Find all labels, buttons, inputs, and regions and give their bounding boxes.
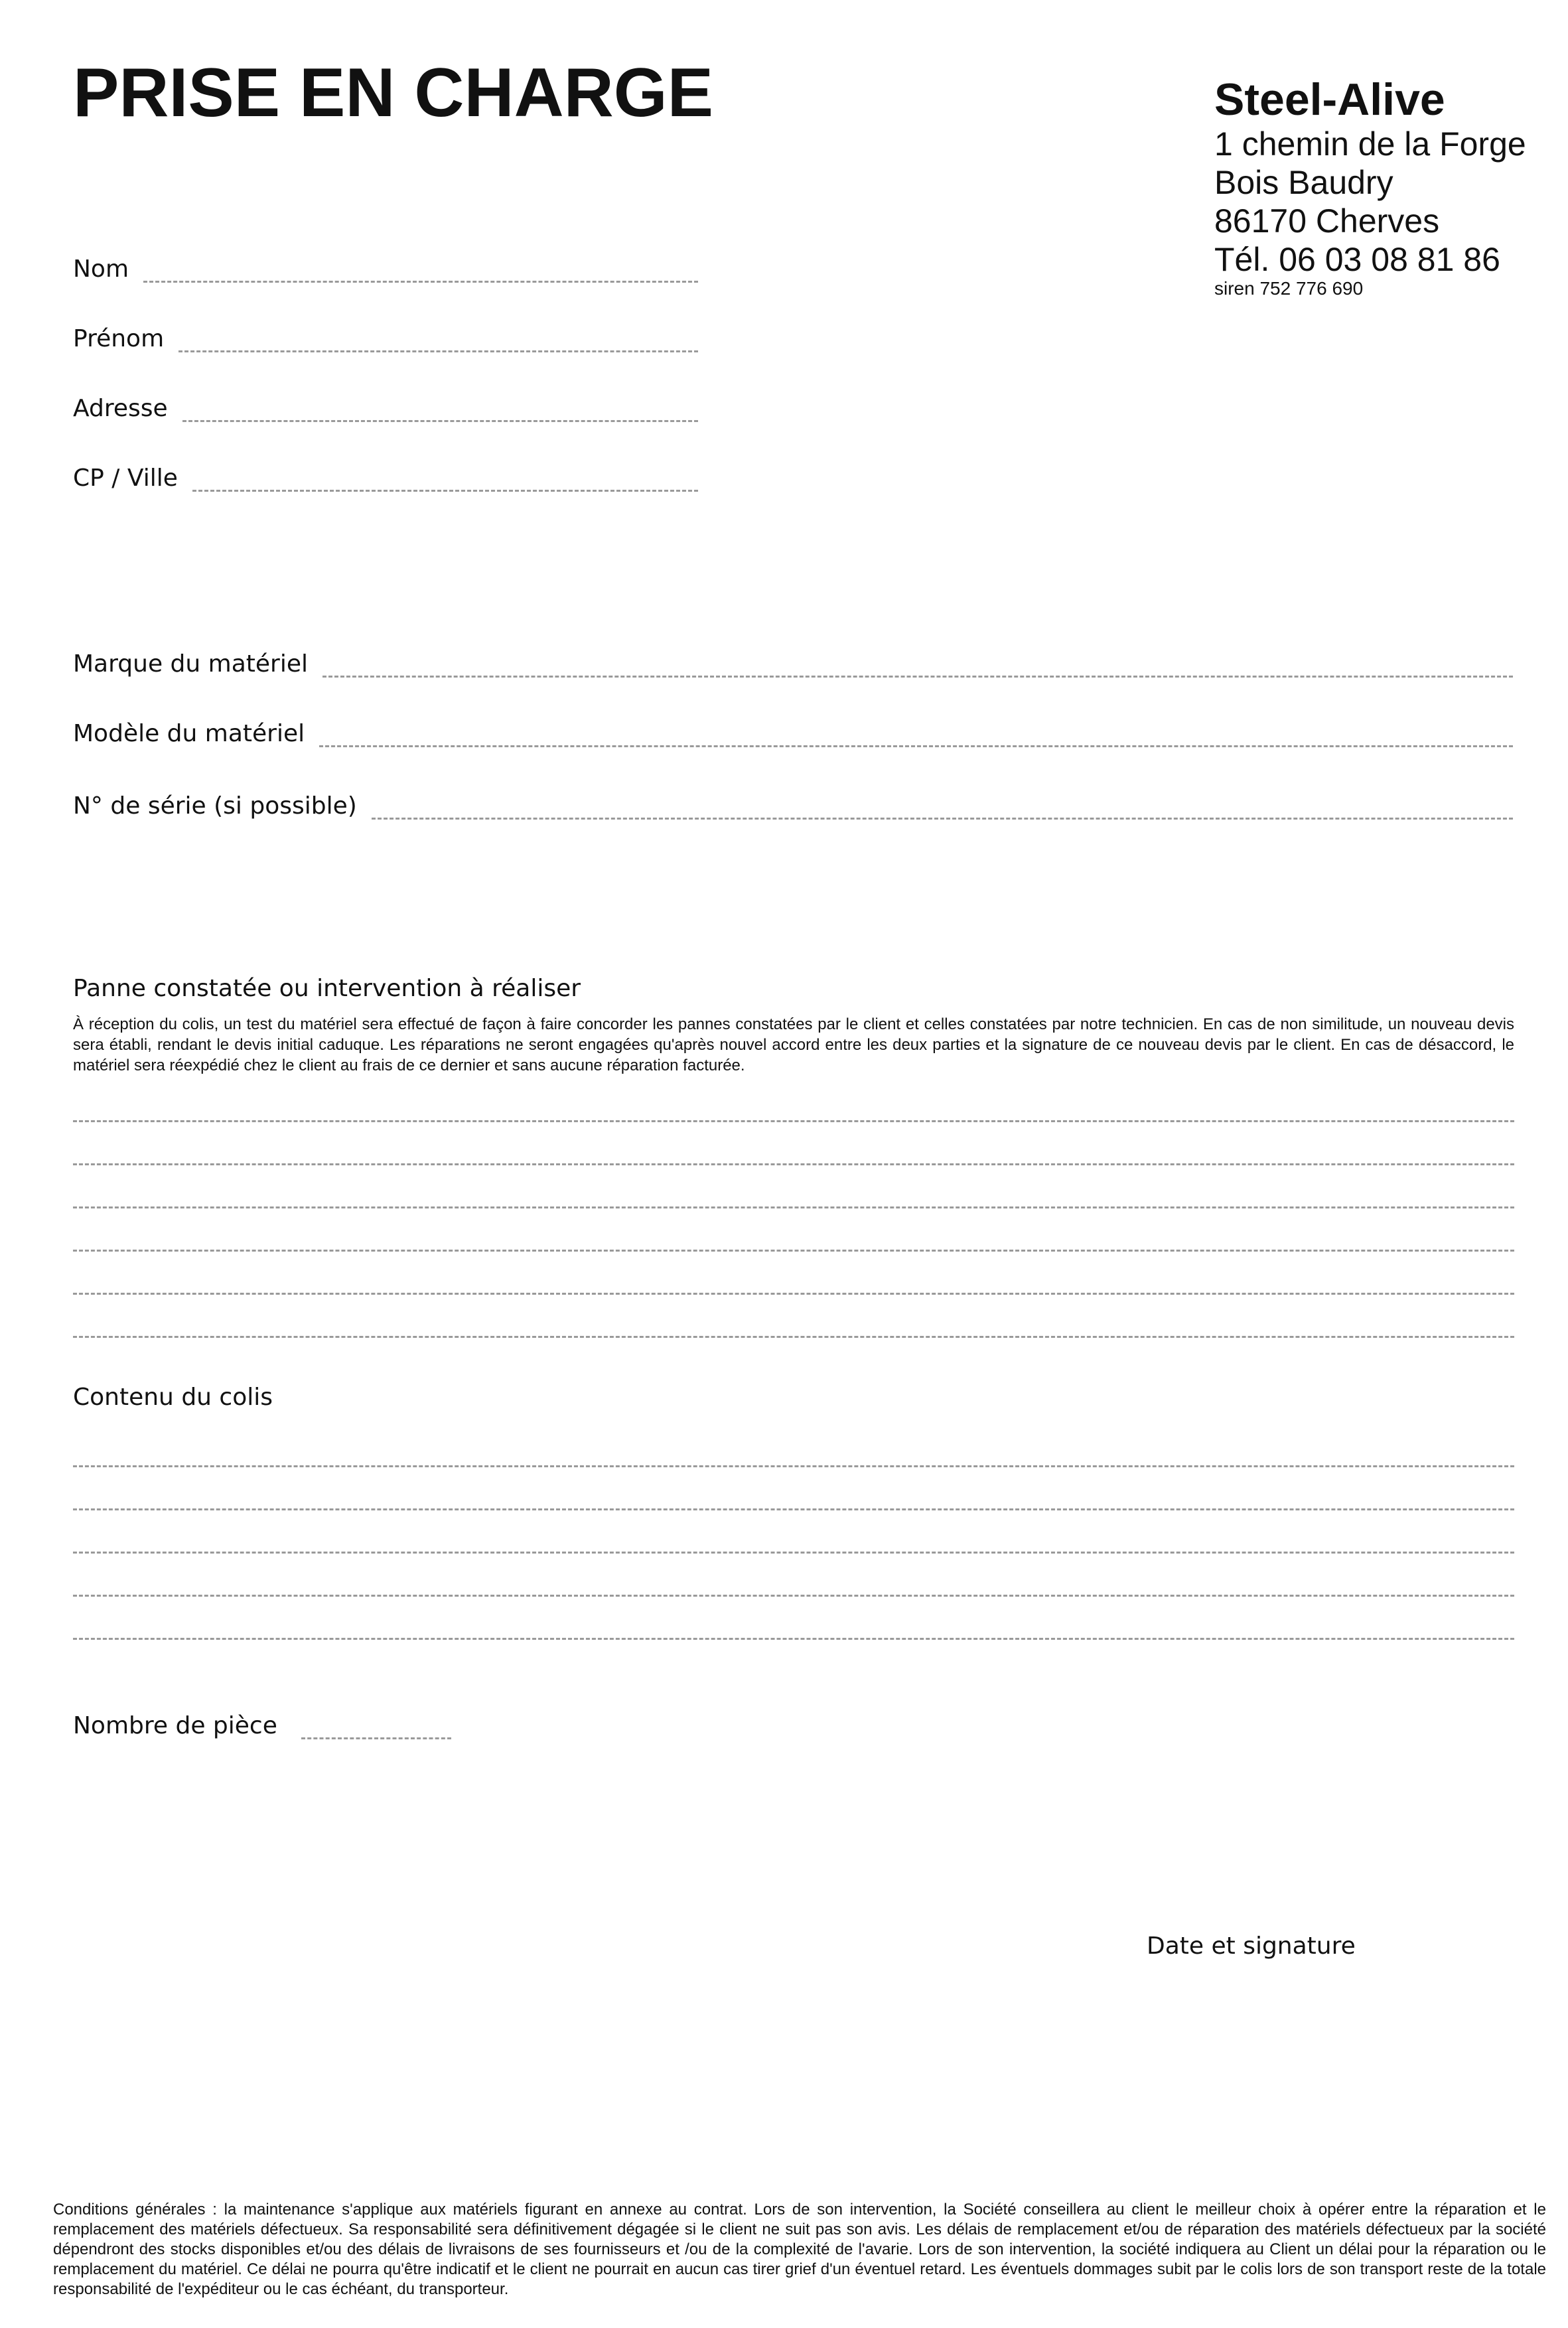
pieces-label: Nombre de pièce	[73, 1712, 277, 1739]
company-name: Steel-Alive	[1214, 74, 1445, 125]
contenu-line-4[interactable]	[73, 1595, 1514, 1597]
adresse-field[interactable]	[73, 382, 698, 422]
modele-input-line[interactable]	[319, 745, 1513, 747]
contenu-line-5[interactable]	[73, 1638, 1514, 1640]
general-conditions: Conditions générales : la maintenance s'applique aux matériels figurant en annexe au contrat. Lors de son intervention, la Société conseillera au client le meilleur choix à opérer entre la réparation et le remplacement des matériels défectueux. Sa responsabilité sera définitivement dégagée si le client ne suit pas son avis. Les délais de remplacement et/ou de réparation des matériels défectueux par la société dépendront des stocks disponibles et/ou des délais de livraisons de ses fournisseurs et /ou de la complexité de l'avarie. Lors de son intervention, la société indiquera au Client un délai pour la réparation ou le remplacement du matériel. Ce délai ne pourra qu'être indicatif et le client ne pourrait en aucun cas tirer grief d'un éventuel retard. Les éventuels dommages subit par le colis lors de son transport reste de la totale responsabilité de l'expéditeur ou le cas échéant, du transporteur.	[53, 2201, 1546, 2298]
document-title: PRISE EN CHARGE	[73, 54, 714, 131]
pieces-input-line[interactable]	[301, 1737, 451, 1739]
prenom-label: Prénom	[73, 325, 165, 352]
prenom-input-line[interactable]	[178, 350, 698, 352]
panne-line-4[interactable]	[73, 1250, 1514, 1252]
panne-line-6[interactable]	[73, 1336, 1514, 1338]
modele-field[interactable]	[73, 707, 1513, 747]
contenu-line-2[interactable]	[73, 1508, 1514, 1510]
serie-input-line[interactable]	[372, 818, 1513, 820]
marque-field[interactable]	[73, 638, 1513, 678]
contenu-title: Contenu du colis	[73, 1384, 273, 1411]
serie-field[interactable]	[73, 780, 1513, 820]
modele-label: Modèle du matériel	[73, 720, 305, 747]
company-siren: siren 752 776 690	[1214, 278, 1364, 299]
nom-field[interactable]	[73, 243, 698, 283]
company-phone: Tél. 06 03 08 81 86	[1214, 241, 1500, 279]
cp-ville-input-line[interactable]	[192, 490, 698, 492]
cp-ville-field[interactable]	[73, 452, 698, 492]
nom-input-line[interactable]	[143, 281, 698, 283]
cp-ville-label: CP / Ville	[73, 465, 178, 492]
panne-line-5[interactable]	[73, 1293, 1514, 1295]
panne-line-3[interactable]	[73, 1206, 1514, 1208]
company-address-1: 1 chemin de la Forge	[1214, 125, 1526, 163]
panne-line-2[interactable]	[73, 1163, 1514, 1165]
company-address-2: Bois Baudry	[1214, 164, 1393, 202]
pieces-field[interactable]	[73, 1700, 451, 1739]
company-block	[1214, 74, 1546, 299]
company-address-3: 86170 Cherves	[1214, 202, 1440, 240]
contenu-line-3[interactable]	[73, 1552, 1514, 1554]
panne-notice: À réception du colis, un test du matériel sera effectué de façon à faire concorder les pannes constatées par le client et celles constatées par notre technicien. En cas de non similitude, un nouveau devis sera établi, rendant le devis initial caduque. Les réparations ne seront engagées qu'après nouvel accord entre les deux parties et la signature de ce nouveau devis par le client. En cas de désaccord, le matériel sera réexpédié chez le client au frais de ce dernier et sans aucune réparation facturée.	[73, 1015, 1514, 1074]
adresse-label: Adresse	[73, 395, 168, 422]
panne-title: Panne constatée ou intervention à réaliser	[73, 975, 581, 1002]
adresse-input-line[interactable]	[182, 420, 698, 422]
nom-label: Nom	[73, 255, 129, 283]
contenu-line-1[interactable]	[73, 1465, 1514, 1467]
panne-line-1[interactable]	[73, 1120, 1514, 1122]
marque-label: Marque du matériel	[73, 650, 309, 678]
prenom-field[interactable]	[73, 313, 698, 352]
signature-label: Date et signature	[1147, 1932, 1356, 1960]
serie-label: N° de série (si possible)	[73, 792, 357, 820]
marque-input-line[interactable]	[322, 676, 1513, 678]
